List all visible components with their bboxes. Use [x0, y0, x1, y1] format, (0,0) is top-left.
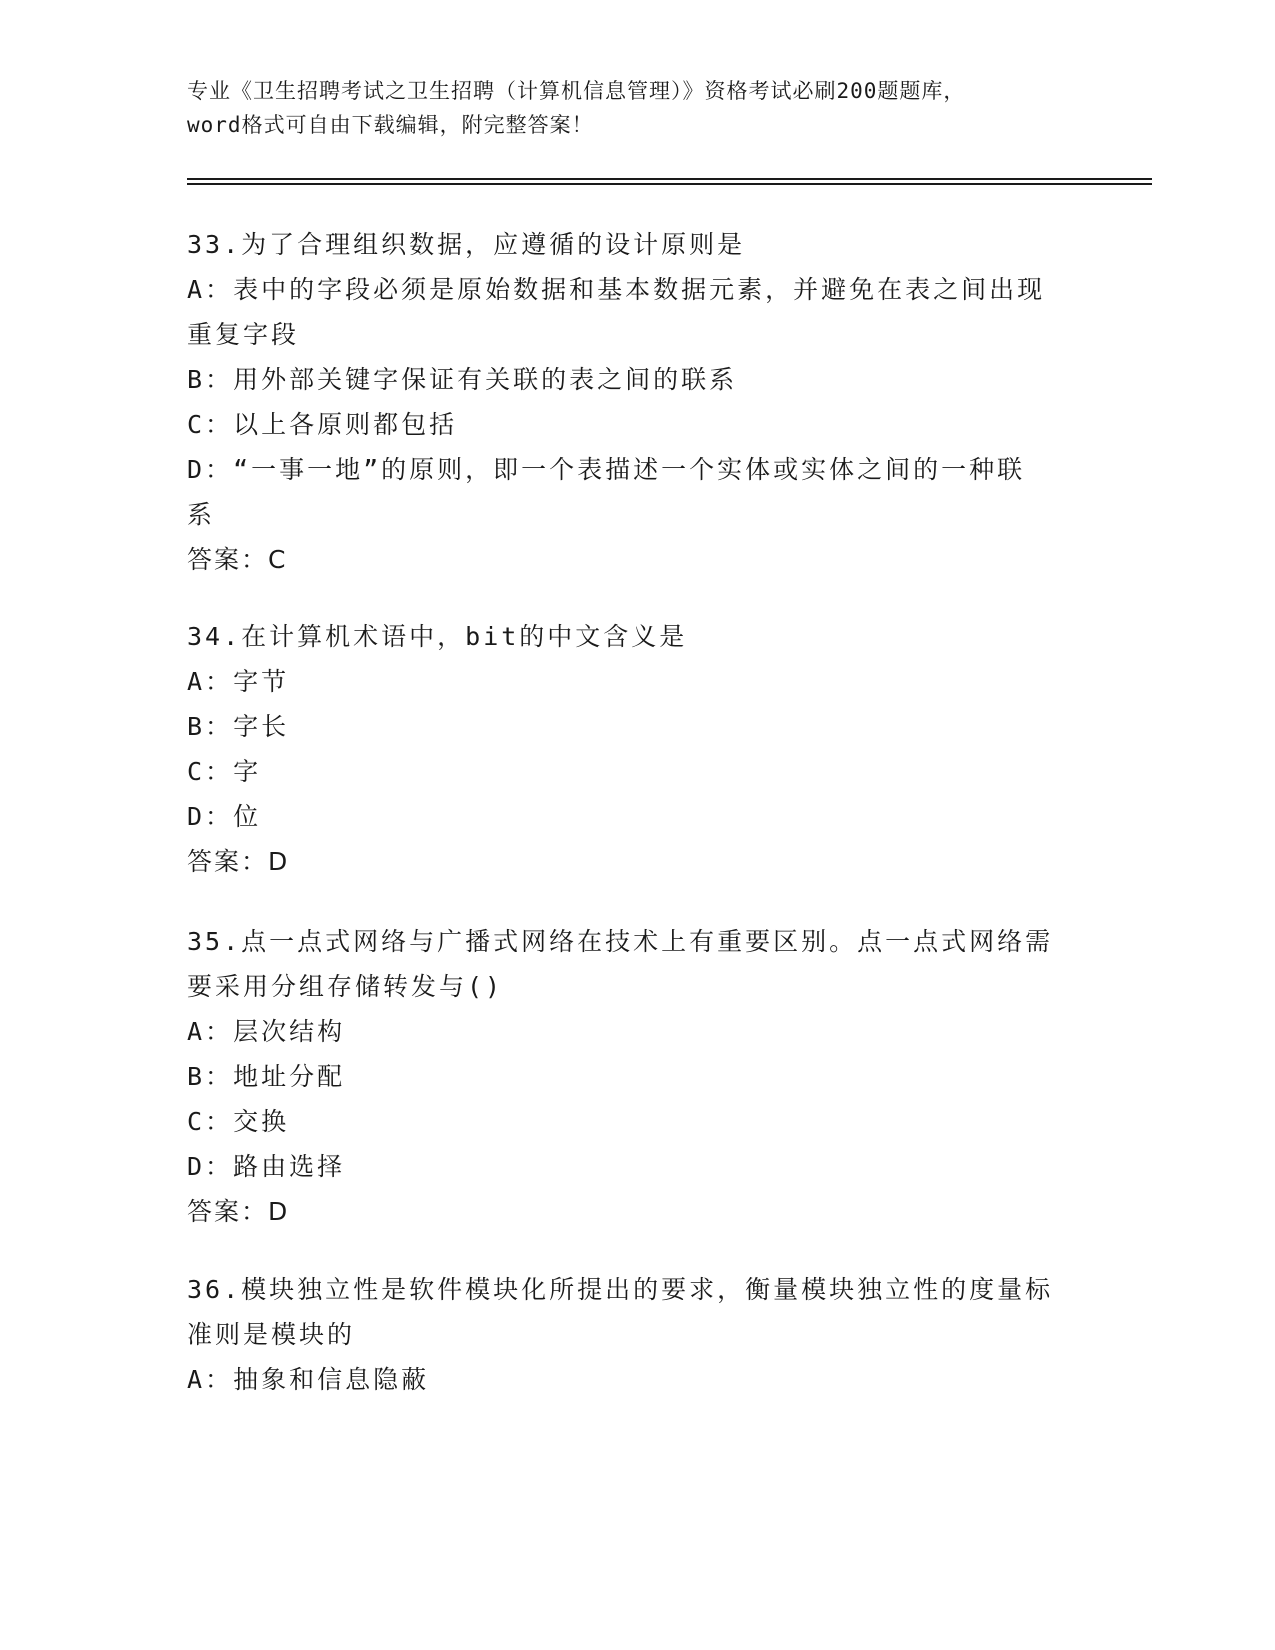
option-text: 字长	[233, 712, 290, 741]
option-key: A：	[187, 1017, 234, 1046]
option-key: A：	[187, 275, 234, 304]
question-34	[187, 614, 1087, 884]
answer-label: 答案：	[187, 847, 269, 876]
question-36	[187, 1267, 1087, 1402]
question-stem: 35.点一点式网络与广播式网络在技术上有重要区别。点一点式网络需	[187, 927, 1054, 956]
option-b	[187, 1054, 1087, 1099]
answer-value: C	[268, 545, 287, 574]
question-33	[187, 222, 1087, 582]
question-stem: 34.在计算机术语中，bit的中文含义是	[187, 622, 688, 651]
option-a	[187, 659, 1087, 704]
answer-line	[187, 537, 1087, 582]
option-text: 交换	[233, 1107, 290, 1136]
option-c	[187, 749, 1087, 794]
option-a	[187, 1009, 1087, 1054]
option-a	[187, 1357, 1087, 1402]
option-key: D：	[187, 802, 234, 831]
option-key: C：	[187, 757, 234, 786]
answer-label: 答案：	[187, 1197, 269, 1226]
header-divider-bottom	[187, 183, 1152, 185]
option-text: 以上各原则都包括	[233, 410, 458, 439]
answer-value: D	[268, 1197, 289, 1226]
option-text: 抽象和信息隐蔽	[233, 1365, 430, 1394]
question-stem: 36.模块独立性是软件模块化所提出的要求，衡量模块独立性的度量标	[187, 1275, 1054, 1304]
option-text: 字节	[233, 667, 290, 696]
option-key: A：	[187, 667, 234, 696]
option-text: 位	[233, 802, 262, 831]
option-a-continued: 重复字段	[187, 320, 300, 349]
header-line-2: word格式可自由下载编辑，附完整答案！	[187, 113, 594, 137]
option-text: 地址分配	[233, 1062, 346, 1091]
question-stem-continued: 要采用分组存储转发与()	[187, 972, 504, 1001]
document-header	[187, 74, 1067, 142]
option-d	[187, 794, 1087, 839]
header-divider-top	[187, 178, 1152, 180]
option-a	[187, 267, 1087, 312]
header-line-1: 专业《卫生招聘考试之卫生招聘（计算机信息管理）》资格考试必刷200题题库，	[187, 79, 966, 103]
answer-label: 答案：	[187, 545, 269, 574]
option-text: 表中的字段必须是原始数据和基本数据元素，并避免在表之间出现	[233, 275, 1046, 304]
answer-line	[187, 1189, 1087, 1234]
option-b	[187, 704, 1087, 749]
option-key: C：	[187, 410, 234, 439]
option-c	[187, 402, 1087, 447]
answer-value: D	[268, 847, 289, 876]
question-35	[187, 919, 1087, 1234]
option-key: D：	[187, 455, 234, 484]
option-b	[187, 357, 1087, 402]
option-text: 字	[233, 757, 262, 786]
question-stem-continued: 准则是模块的	[187, 1320, 356, 1349]
answer-line	[187, 839, 1087, 884]
option-text: 路由选择	[233, 1152, 346, 1181]
option-key: B：	[187, 365, 234, 394]
option-key: A：	[187, 1365, 234, 1394]
question-stem: 33.为了合理组织数据，应遵循的设计原则是	[187, 230, 746, 259]
option-d	[187, 1144, 1087, 1189]
option-text: 层次结构	[233, 1017, 346, 1046]
option-key: B：	[187, 712, 234, 741]
option-text: 用外部关键字保证有关联的表之间的联系	[233, 365, 738, 394]
option-text: “一事一地”的原则，即一个表描述一个实体或实体之间的一种联	[233, 455, 1026, 484]
option-d	[187, 447, 1087, 492]
option-d-continued: 系	[187, 500, 216, 529]
option-key: D：	[187, 1152, 234, 1181]
option-key: C：	[187, 1107, 234, 1136]
option-c	[187, 1099, 1087, 1144]
option-key: B：	[187, 1062, 234, 1091]
